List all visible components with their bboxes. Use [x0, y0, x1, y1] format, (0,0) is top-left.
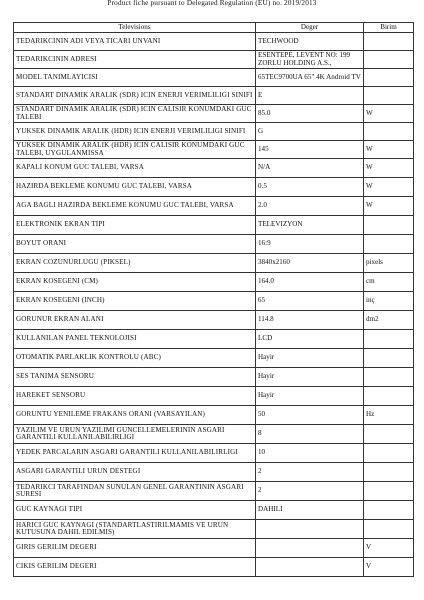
row-value: 10 — [256, 444, 364, 463]
row-value: 2.0 — [256, 197, 364, 216]
table-row — [14, 463, 414, 482]
table-row — [14, 159, 414, 178]
row-value: 114.8 — [256, 311, 364, 330]
table-row — [14, 406, 414, 425]
row-label: HAREKET SENSORU — [14, 387, 256, 406]
row-unit — [364, 123, 414, 141]
row-value: 164.0 — [256, 273, 364, 292]
row-unit — [364, 520, 414, 539]
row-unit — [364, 87, 414, 105]
row-unit — [364, 349, 414, 368]
column-header-deger: Deger — [256, 23, 364, 33]
table-row — [14, 87, 414, 105]
row-unit — [364, 368, 414, 387]
row-unit — [364, 387, 414, 406]
table-row — [14, 105, 414, 123]
row-label: TEDARIKCI TARAFINDAN SUNULAN GENEL GARANTININ ASGARI SURESI — [14, 482, 256, 501]
row-label: GORUNUR EKRAN ALANI — [14, 311, 256, 330]
table-row — [14, 558, 414, 577]
row-label: HAZIRDA BEKLEME KONUMU GUC TALEBI, VARSA — [14, 178, 256, 197]
row-value: TECHWOOD — [256, 33, 364, 51]
table-row — [14, 69, 414, 87]
row-value — [256, 539, 364, 558]
row-label: HARICI GUC KAYNAGI (STANDARTLASTIRILMAMIS VE URUN KUTUSUNA DAHIL EDILMIS) — [14, 520, 256, 539]
row-label: BOYUT ORANI — [14, 235, 256, 254]
table-row — [14, 51, 414, 69]
row-label: OTOMATIK PARLAKLIK KONTROLU (ABC) — [14, 349, 256, 368]
row-value: 0.5 — [256, 178, 364, 197]
table-row — [14, 141, 414, 159]
row-label: KAPALI KONUM GUC TALEBI, VARSA — [14, 159, 256, 178]
table-row — [14, 425, 414, 444]
row-value: 65 — [256, 292, 364, 311]
row-label: EKRAN KOSEGENI (INCH) — [14, 292, 256, 311]
row-label: YAZILIM VE URUN YAZILIMI GUNCELLEMELERININ ASGARI GARANTILI KULLANILABILIRLIGI — [14, 425, 256, 444]
row-label: AGA BAGLI HAZIRDA BEKLEME KONUMU GUC TALEBI, VARSA — [14, 197, 256, 216]
table-row — [14, 520, 414, 539]
row-label: MODEL TANIMLAYICISI — [14, 69, 256, 87]
row-value: 145 — [256, 141, 364, 159]
row-value: LCD — [256, 330, 364, 349]
row-label: CIKIS GERILIM DEGERI — [14, 558, 256, 577]
row-unit — [364, 463, 414, 482]
row-unit — [364, 444, 414, 463]
row-value — [256, 520, 364, 539]
row-label: ASGARI GARANTILI URUN DESTEGI — [14, 463, 256, 482]
row-value: 65TEC9700UA 65" 4K Android TV — [256, 69, 364, 87]
table-row — [14, 482, 414, 501]
column-header-birim: Birim — [364, 23, 414, 33]
row-unit: W — [364, 159, 414, 178]
row-value: DAHILI — [256, 501, 364, 520]
table-row — [14, 368, 414, 387]
row-unit — [364, 33, 414, 51]
row-value: 2 — [256, 463, 364, 482]
table-row — [14, 273, 414, 292]
row-value: E — [256, 87, 364, 105]
table-row — [14, 197, 414, 216]
row-label: TEDARIKCININ ADRESI — [14, 51, 256, 69]
table-row — [14, 330, 414, 349]
product-fiche-table — [13, 22, 414, 577]
row-label: TEDARIKCININ ADI VEYA TICARI UNVANI — [14, 33, 256, 51]
row-unit — [364, 425, 414, 444]
table-row — [14, 254, 414, 273]
row-unit: W — [364, 197, 414, 216]
row-unit — [364, 482, 414, 501]
table-body — [14, 33, 414, 577]
row-label: STANDART DINAMIK ARALIK (SDR) ICIN ENERJI VERIMLILIGI SINIFI — [14, 87, 256, 105]
table-row — [14, 235, 414, 254]
row-label: ELEKTRONIK EKRAN TIPI — [14, 216, 256, 235]
row-value: Hayir — [256, 387, 364, 406]
row-unit — [364, 51, 414, 69]
row-value: 8 — [256, 425, 364, 444]
row-label: YEDEK PARCALARIN ASGARI GARANTILI KULLANILABILIRLIGI — [14, 444, 256, 463]
row-value: 3840x2160 — [256, 254, 364, 273]
row-unit: W — [364, 141, 414, 159]
table-row — [14, 178, 414, 197]
row-label: EKRAN KOSEGENI (CM) — [14, 273, 256, 292]
row-label: STANDART DINAMIK ARALIK (SDR) ICIN CALISIR KONUMDAKI GUC TALEBI — [14, 105, 256, 123]
table-row — [14, 444, 414, 463]
row-label: YUKSEK DINAMIK ARALIK (HDR) ICIN CALISIR KONUMDAKI GUC TALEBI, UYGULANMISSA — [14, 141, 256, 159]
row-unit: pixels — [364, 254, 414, 273]
row-value: N/A — [256, 159, 364, 178]
page-title: Product fiche pursuant to Delegated Regulation (EU) no. 2019/2013 — [107, 0, 317, 7]
row-unit: W — [364, 105, 414, 123]
column-header-televisions: Televisions — [14, 23, 256, 33]
table-header-row — [14, 23, 414, 33]
table-row — [14, 216, 414, 235]
row-unit — [364, 330, 414, 349]
row-label: SES TANIMA SENSORU — [14, 368, 256, 387]
table-row — [14, 387, 414, 406]
row-unit — [364, 235, 414, 254]
row-value: G — [256, 123, 364, 141]
row-value: Hayir — [256, 349, 364, 368]
row-unit: W — [364, 178, 414, 197]
row-unit — [364, 69, 414, 87]
row-value — [256, 558, 364, 577]
row-unit: inç — [364, 292, 414, 311]
row-value: 16:9 — [256, 235, 364, 254]
row-unit — [364, 501, 414, 520]
row-value: TELEVIZYON — [256, 216, 364, 235]
row-value: 50 — [256, 406, 364, 425]
row-value: ESENTEPE, LEVENT NO: 199 ZORLU HOLDING A.S., — [256, 51, 364, 69]
row-value: Hayir — [256, 368, 364, 387]
table-row — [14, 292, 414, 311]
row-unit: dm2 — [364, 311, 414, 330]
row-unit: V — [364, 558, 414, 577]
row-label: GIRIS GERILIM DEGERI — [14, 539, 256, 558]
row-label: GORUNTU YENILEME FRAKANS ORANI (VARSAYILAN) — [14, 406, 256, 425]
table-row — [14, 539, 414, 558]
table-row — [14, 33, 414, 51]
row-value: 85.0 — [256, 105, 364, 123]
table-row — [14, 501, 414, 520]
table-row — [14, 123, 414, 141]
row-unit: cm — [364, 273, 414, 292]
row-label: KULLANILAN PANEL TEKNOLOJISI — [14, 330, 256, 349]
row-label: EKRAN COZUNURLUGU (PIKSEL) — [14, 254, 256, 273]
table-row — [14, 349, 414, 368]
row-unit: V — [364, 539, 414, 558]
table-row — [14, 311, 414, 330]
row-unit — [364, 216, 414, 235]
row-unit: Hz — [364, 406, 414, 425]
row-label: GUC KAYNAGI TIPI — [14, 501, 256, 520]
row-label: YUKSEK DINAMIK ARALIK (HDR) ICIN ENERJI VERIMLILIGI SINIFI — [14, 123, 256, 141]
row-value: 2 — [256, 482, 364, 501]
